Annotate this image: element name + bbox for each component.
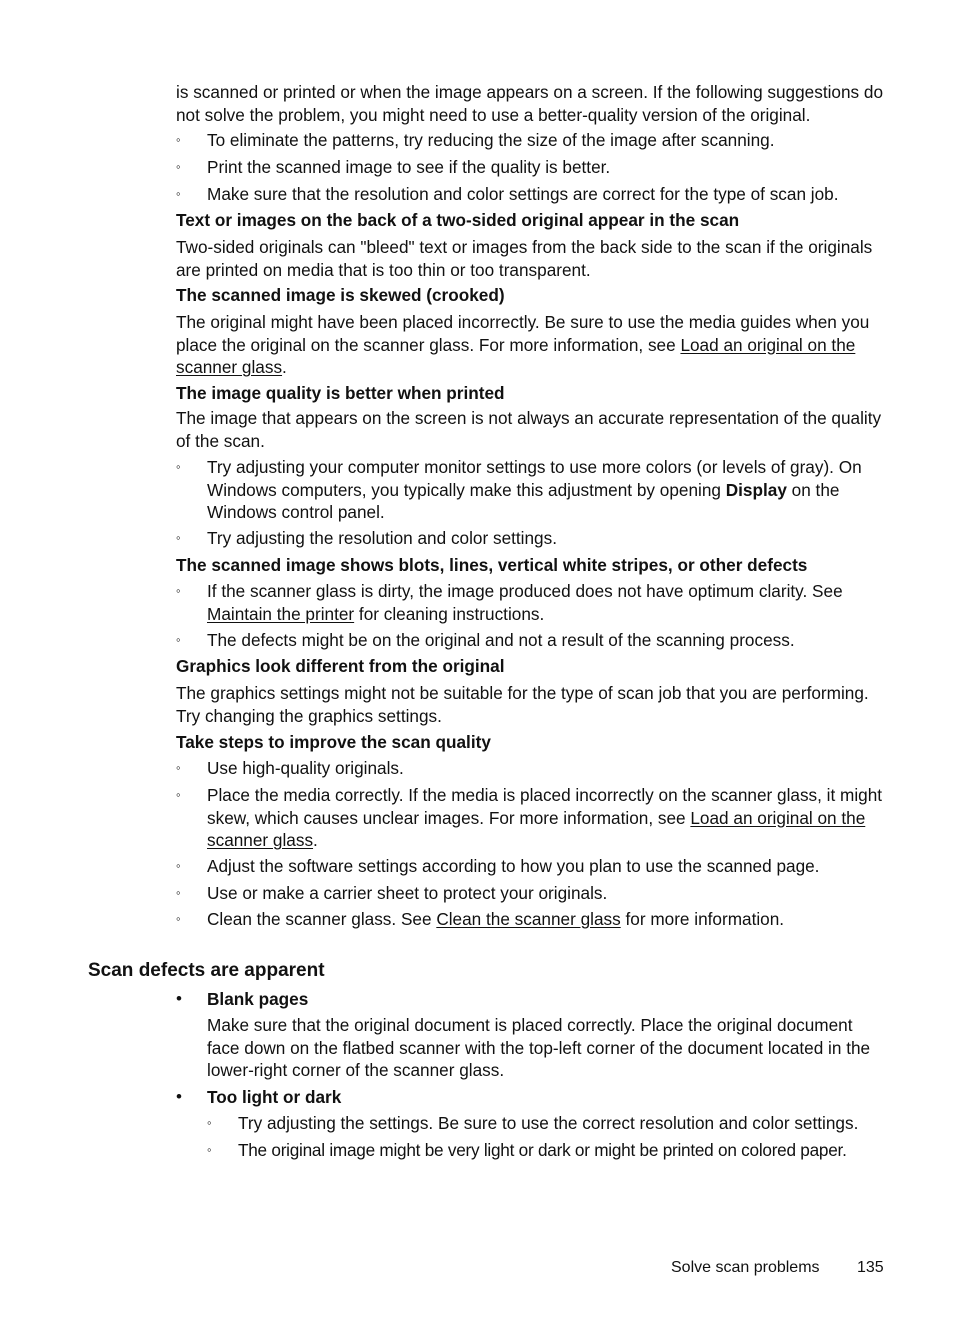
printed-paragraph bbox=[176, 407, 888, 452]
blank-pages-title: Blank pages bbox=[207, 989, 309, 1009]
list-item-text: Adjust the software settings according to how you plan to use the scanned page. bbox=[207, 856, 820, 876]
display-keyword: Display bbox=[725, 479, 787, 500]
load-original-link[interactable]: Load an original on the scanner glass bbox=[207, 807, 866, 850]
skewed-text-after: . bbox=[282, 357, 287, 377]
list-item-text: To eliminate the patterns, try reducing the size of the image after scanning. bbox=[207, 130, 775, 150]
section-heading: Scan defects are apparent bbox=[88, 960, 325, 981]
list-item-text: Use high-quality originals. bbox=[207, 758, 404, 778]
bullet-marker: ◦ bbox=[176, 911, 181, 926]
skewed-text bbox=[176, 311, 888, 379]
graphics-section bbox=[176, 655, 888, 678]
list-item bbox=[207, 1112, 888, 1135]
list-item bbox=[176, 129, 888, 152]
intro-text: is scanned or printed or when the image appears on a screen. If the following suggestions do not solve the problem, you might need to use a better-quality version of the original. bbox=[176, 82, 884, 125]
skewed-section bbox=[176, 284, 888, 307]
skewed-heading: The scanned image is skewed (crooked) bbox=[176, 285, 505, 305]
bullet-marker: ◦ bbox=[207, 1115, 212, 1130]
printed-text: The image that appears on the screen is not always an accurate representation of the quality of the scan. bbox=[176, 408, 882, 451]
list-item bbox=[176, 183, 888, 206]
list-item bbox=[176, 629, 888, 652]
blank-pages-text: Make sure that the original document is placed correctly. Place the original document face down on the flatbed scanner with the top-left corner of the document located in the lower-right corner of the scanner glass. bbox=[207, 1015, 871, 1080]
list-item-text: Try adjusting the resolution and color settings. bbox=[207, 528, 557, 548]
load-original-link[interactable]: Load an original on the scanner glass bbox=[176, 334, 856, 377]
list-item bbox=[207, 1139, 888, 1162]
graphics-paragraph bbox=[176, 682, 888, 727]
list-item bbox=[176, 527, 888, 550]
bullet-marker: • bbox=[176, 1087, 182, 1106]
blots-heading: The scanned image shows blots, lines, vertical white stripes, or other defects bbox=[176, 555, 808, 575]
bullet-marker: ◦ bbox=[176, 186, 181, 201]
improve-bullet5-before: Clean the scanner glass. See bbox=[207, 909, 437, 929]
bullet-marker: ◦ bbox=[176, 159, 181, 174]
list-item bbox=[176, 1086, 888, 1109]
printed-bullet1-before: Try adjusting your computer monitor settings to use more colors (or levels of gray). On Windows computers, you typically make this adjustment by opening bbox=[207, 457, 862, 500]
list-item bbox=[176, 988, 888, 1011]
bullet-marker: ◦ bbox=[207, 1142, 212, 1157]
list-item bbox=[176, 855, 888, 878]
list-item bbox=[176, 908, 888, 931]
list-item bbox=[176, 456, 888, 524]
printed-heading: The image quality is better when printed bbox=[176, 383, 505, 403]
bleed-paragraph bbox=[176, 236, 888, 281]
list-item bbox=[176, 580, 888, 625]
blots-bullet1-after: for cleaning instructions. bbox=[354, 603, 545, 624]
improve-bullet2-after: . bbox=[313, 830, 318, 850]
bleed-text: Two-sided originals can "bleed" text or images from the back side to the scan if the originals are printed on media that is too thin or too transparent. bbox=[176, 237, 873, 280]
list-item-text: The original image might be very light or dark or might be printed on colored paper. bbox=[238, 1140, 847, 1160]
bullet-marker: ◦ bbox=[176, 632, 181, 647]
printed-section bbox=[176, 382, 888, 405]
bleed-heading: Text or images on the back of a two-sided original appear in the scan bbox=[176, 210, 740, 230]
list-item-text: Make sure that the resolution and color settings are correct for the type of scan job. bbox=[207, 184, 839, 204]
improve-bullet5-after: for more information. bbox=[620, 909, 785, 929]
graphics-text: The graphics settings might not be suitable for the type of scan job that you are performing. Try changing the graphics settings. bbox=[176, 683, 869, 726]
bleed-section bbox=[176, 209, 888, 232]
skewed-paragraph bbox=[176, 311, 888, 379]
list-item bbox=[176, 156, 888, 179]
bullet-marker: ◦ bbox=[176, 885, 181, 900]
bullet-marker: ◦ bbox=[176, 530, 181, 545]
list-item-text: The defects might be on the original and not a result of the scanning process. bbox=[207, 630, 795, 650]
bullet-marker: ◦ bbox=[176, 132, 181, 147]
improve-bullet2-before: Place the media correctly. If the media is placed incorrectly on the scanner glass, it might skew, which causes unclear images. For more information, see bbox=[207, 785, 883, 828]
bullet-marker: ◦ bbox=[176, 459, 181, 474]
list-item-text: Use or make a carrier sheet to protect your originals. bbox=[207, 883, 608, 903]
clean-scanner-glass-link[interactable]: Clean the scanner glass bbox=[436, 909, 621, 929]
list-item-text: Try adjusting the settings. Be sure to use the correct resolution and color settings. bbox=[238, 1113, 859, 1133]
improve-section bbox=[176, 731, 888, 754]
bullet-marker: ◦ bbox=[176, 583, 181, 598]
list-item-text bbox=[207, 908, 888, 931]
list-item bbox=[176, 757, 888, 780]
bullet-marker: ◦ bbox=[176, 858, 181, 873]
list-item-text bbox=[207, 784, 888, 852]
list-item-text: Print the scanned image to see if the quality is better. bbox=[207, 157, 611, 177]
list-item bbox=[176, 784, 888, 852]
page-number: 135 bbox=[857, 1259, 884, 1276]
bullet-marker: ◦ bbox=[176, 787, 181, 802]
bullet-marker: ◦ bbox=[176, 760, 181, 775]
footer-section-title: Solve scan problems bbox=[671, 1259, 820, 1276]
improve-heading: Take steps to improve the scan quality bbox=[176, 732, 491, 752]
blank-pages-paragraph bbox=[207, 1014, 888, 1082]
blots-section bbox=[176, 554, 888, 577]
list-item-text bbox=[207, 580, 888, 625]
too-light-dark-title: Too light or dark bbox=[207, 1087, 342, 1107]
blots-bullet1-before: If the scanner glass is dirty, the image produced does not have optimum clarity. See bbox=[207, 581, 843, 601]
bullet-marker: • bbox=[176, 989, 182, 1008]
graphics-heading: Graphics look different from the original bbox=[176, 656, 505, 676]
maintain-printer-link[interactable]: Maintain the printer bbox=[207, 603, 355, 624]
skewed-text-before: The original might have been placed incorrectly. Be sure to use the media guides when you place the original on the scanner glass. For more information, see bbox=[176, 312, 870, 355]
printed-bullet1-after: on the Windows control panel. bbox=[207, 479, 840, 522]
list-item bbox=[176, 882, 888, 905]
list-item-text bbox=[207, 456, 888, 524]
intro-paragraph bbox=[176, 81, 888, 126]
